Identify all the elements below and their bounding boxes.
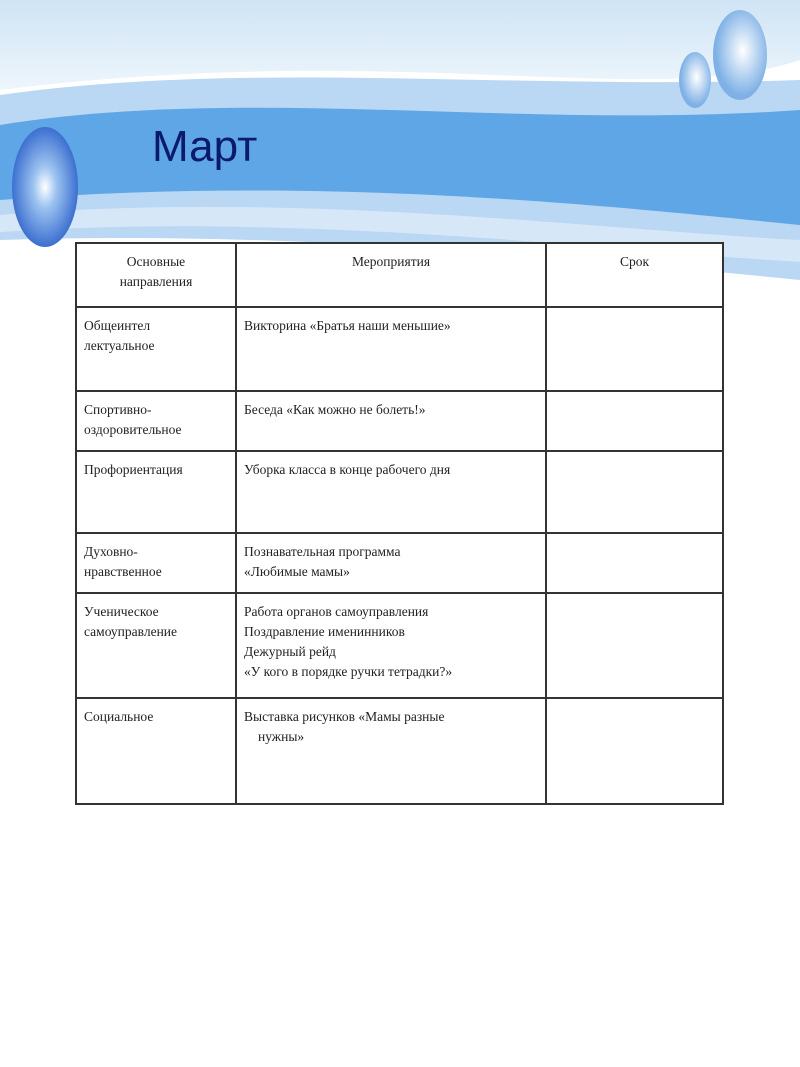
term-cell [546, 698, 723, 804]
plan-table [75, 242, 724, 805]
cell-text: Работа органов самоуправления [244, 604, 429, 619]
cell-text: Беседа «Как можно не болеть!» [244, 402, 426, 417]
direction-cell [76, 391, 236, 451]
term-cell [546, 391, 723, 451]
events-cell [236, 307, 546, 391]
cell-text: «У кого в порядке ручки тетрадки?» [244, 664, 453, 679]
header-directions [76, 243, 236, 307]
cell-text: нужны» [258, 729, 305, 744]
header-text: Основные [126, 254, 186, 269]
table-header-row [76, 243, 723, 307]
direction-cell [76, 451, 236, 533]
cell-text: лектуальное [84, 338, 155, 353]
table-row [76, 593, 723, 698]
direction-cell [76, 698, 236, 804]
term-cell [546, 451, 723, 533]
table-row [76, 533, 723, 593]
term-cell [546, 533, 723, 593]
cell-text: Духовно- [84, 544, 138, 559]
header-text: Срок [619, 254, 650, 269]
term-cell [546, 593, 723, 698]
table-row [76, 307, 723, 391]
table-row [76, 698, 723, 804]
header-text: Мероприятия [351, 254, 431, 269]
cell-text: Поздравление именинников [244, 624, 405, 639]
events-cell [236, 698, 546, 804]
cell-text: Общеинтел [84, 318, 151, 333]
slide-title: Март [152, 122, 258, 171]
sphere-left [12, 127, 78, 247]
term-cell [546, 307, 723, 391]
events-cell [236, 533, 546, 593]
cell-text: «Любимые мамы» [244, 564, 350, 579]
cell-text: самоуправление [84, 624, 178, 639]
cell-text: Познавательная программа [244, 544, 401, 559]
cell-text: Дежурный рейд [244, 644, 336, 659]
cell-text: Уборка класса в конце рабочего дня [244, 462, 451, 477]
sphere-right-small [679, 52, 711, 108]
cell-text: Выставка рисунков «Мамы разные [244, 709, 445, 724]
cell-text: оздоровительное [84, 422, 182, 437]
sphere-right-large [713, 10, 767, 100]
cell-text: Профориентация [84, 462, 183, 477]
events-cell [236, 593, 546, 698]
cell-text: Спортивно- [84, 402, 152, 417]
cell-text: Ученическое [84, 604, 159, 619]
events-cell [236, 451, 546, 533]
cell-text: Викторина «Братья наши меньшие» [244, 318, 451, 333]
direction-cell [76, 593, 236, 698]
cell-text: Социальное [84, 709, 154, 724]
cell-text: нравственное [84, 564, 162, 579]
direction-cell [76, 307, 236, 391]
table-row [76, 451, 723, 533]
header-events [236, 243, 546, 307]
direction-cell [76, 533, 236, 593]
events-cell [236, 391, 546, 451]
table-row [76, 391, 723, 451]
header-term [546, 243, 723, 307]
header-text: направления [119, 274, 193, 289]
